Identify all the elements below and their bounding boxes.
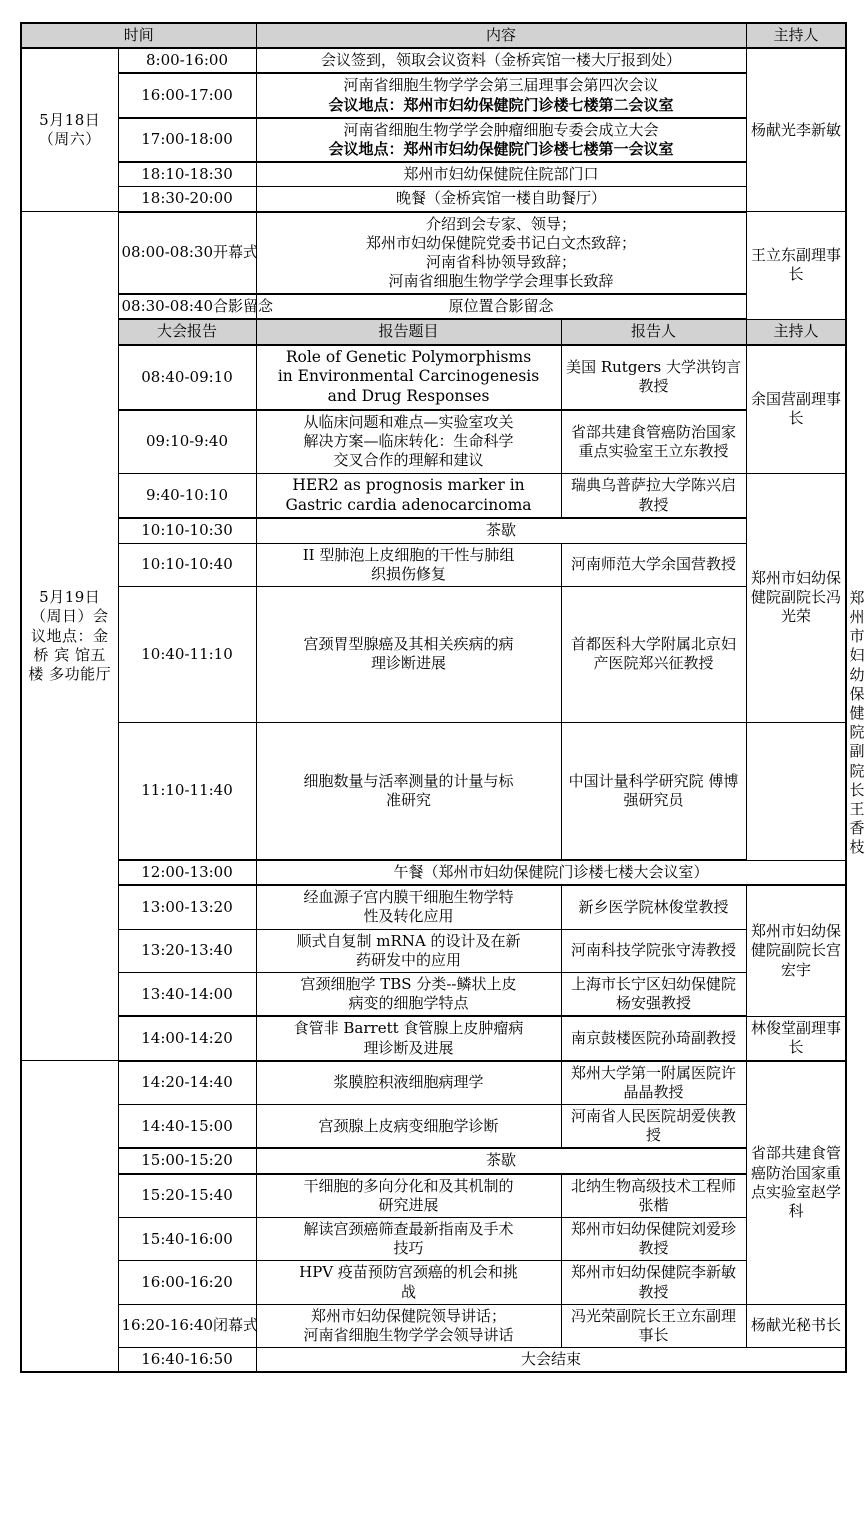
speaker-cell: 河南科技学院张守涛教授: [561, 929, 746, 972]
host-cell: 杨献光秘书长: [746, 1304, 846, 1347]
table-row: [21, 118, 846, 162]
time-cell: 8:00-16:00: [118, 48, 256, 73]
report-row: [21, 885, 846, 929]
table-row: [21, 187, 846, 212]
host-cell: 郑州市妇幼保健院副院长宫宏宇: [746, 885, 846, 1016]
conference-schedule-table: [20, 22, 865, 1373]
speaker-cell: 河南师范大学余国营教授: [561, 543, 746, 586]
day2-date-cell: 5月19日（周日）会 议地点：金桥 宾 馆五 楼 多功能厅: [21, 212, 118, 1061]
meeting-end-row: [21, 1348, 846, 1373]
speaker-cell: 瑞典乌普萨拉大学陈兴启教授: [561, 473, 746, 518]
report-title-cell: 宫颈细胞学 TBS 分类--鳞状上皮 病变的细胞学特点: [256, 972, 561, 1016]
table-row: [21, 73, 846, 117]
content-cell: 河南省细胞生物学学会肿瘤细胞专委会成立大会 会议地点：郑州市妇幼保健院门诊楼七楼第一会议室: [256, 118, 746, 162]
speaker-cell: 新乡医学院林俊堂教授: [561, 885, 746, 929]
report-row: [21, 543, 846, 586]
content-cell: 会议签到，领取会议资料（金桥宾馆一楼大厅报到处）: [256, 48, 746, 73]
report-title-cell: 浆膜腔积液细胞病理学: [256, 1061, 561, 1105]
day1-date-cell: 5月18日（周六）: [21, 48, 118, 211]
report-title-cell: 干细胞的多向分化和及其机制的 研究进展: [256, 1174, 561, 1218]
time-cell: 08:00-08:30开幕式: [118, 212, 256, 295]
header-time: 时间: [21, 23, 256, 48]
report-row: [21, 722, 846, 860]
report-row: [21, 1218, 846, 1261]
time-cell: 14:40-15:00: [118, 1105, 256, 1149]
report-row: [21, 1174, 846, 1218]
time-cell: 16:20-16:40闭幕式: [118, 1304, 256, 1347]
break-cell: 茶歇: [256, 518, 746, 543]
content-cell: 河南省细胞生物学学会第三届理事会第四次会议 会议地点：郑州市妇幼保健院门诊楼七楼第二会议室: [256, 73, 746, 117]
header-host: 主持人: [746, 23, 846, 48]
speaker-cell: 郑州市妇幼保健院李新敏教授: [561, 1261, 746, 1304]
report-row: [21, 1016, 846, 1060]
host-cell: 王立东副理事长: [746, 212, 846, 320]
report-header-host: 主持人: [746, 319, 846, 344]
report-title-cell: Role of Genetic Polymorphisms in Environmental Carcinogenesis and Drug Responses: [256, 345, 561, 410]
time-cell: 16:00-17:00: [118, 73, 256, 117]
report-row: [21, 972, 846, 1016]
time-cell: 17:00-18:00: [118, 118, 256, 162]
content-cell: 晚餐（金桥宾馆一楼自助餐厅）: [256, 187, 746, 212]
report-title-cell: 经血源子宫内膜干细胞生物学特 性及转化应用: [256, 885, 561, 929]
host-cell: 省部共建食管癌防治国家重点实验室赵学科: [746, 1061, 846, 1305]
time-cell: 18:30-20:00: [118, 187, 256, 212]
report-row: 10:40-11:10 宫颈胃型腺癌及其相关疾病的病 理诊断进展 首都医科大学附属北京妇产医院郑兴征教授 郑州市妇幼保健院副院长王香枝: [21, 586, 846, 722]
time-cell: 15:40-16:00: [118, 1218, 256, 1261]
content-cell: 大会结束: [256, 1348, 846, 1373]
speaker-cell: 郑州市妇幼保健院刘爱珍教授: [561, 1218, 746, 1261]
time-cell: 08:40-09:10: [118, 345, 256, 410]
table-header-row: [21, 23, 846, 48]
time-cell: 13:40-14:00: [118, 972, 256, 1016]
report-header-speaker: 报告人: [561, 319, 746, 344]
day2-date-cell-continued: [21, 1061, 118, 1373]
time-cell: 18:10-18:30: [118, 162, 256, 187]
report-title-cell: HPV 疫苗预防宫颈癌的机会和挑 战: [256, 1261, 561, 1304]
speaker-cell: 北纳生物高级技术工程师张楷: [561, 1174, 746, 1218]
report-row: [21, 1105, 846, 1149]
break-cell: 午餐（郑州市妇幼保健院门诊楼七楼大会议室）: [256, 860, 846, 885]
table-row: [21, 162, 846, 187]
report-title-cell: 细胞数量与活率测量的计量与标 准研究: [256, 722, 561, 860]
report-row: [21, 410, 846, 473]
time-cell: 13:00-13:20: [118, 885, 256, 929]
report-header-row: [21, 319, 846, 344]
report-row: [21, 1148, 846, 1173]
time-cell: 16:40-16:50: [118, 1348, 256, 1373]
time-cell: 10:10-10:30: [118, 518, 256, 543]
host-cell: 杨献光李新敏: [746, 48, 846, 211]
content-cell: 郑州市妇幼保健院住院部门口: [256, 162, 746, 187]
report-title-cell: 宫颈胃型腺癌及其相关疾病的病 理诊断进展: [256, 586, 561, 722]
report-title-cell: 宫颈腺上皮病变细胞学诊断: [256, 1105, 561, 1149]
speaker-cell: 省部共建食管癌防治国家重点实验室王立东教授: [561, 410, 746, 473]
speaker-cell: 河南省人民医院胡爱侠教授: [561, 1105, 746, 1149]
content-cell: 介绍到会专家、领导； 郑州市妇幼保健院党委书记白文杰致辞； 河南省科协领导致辞； 河南省细胞生物学学会理事长致辞: [256, 212, 746, 295]
report-title-cell: 顺式自复制 mRNA 的设计及在新 药研发中的应用: [256, 929, 561, 972]
time-cell: 15:00-15:20: [118, 1148, 256, 1173]
speaker-cell: 中国计量科学研究院 傅博强研究员: [561, 722, 746, 860]
report-row: [21, 518, 846, 543]
report-title-cell: 食管非 Barrett 食管腺上皮肿瘤病 理诊断及进展: [256, 1016, 561, 1060]
time-cell: 15:20-15:40: [118, 1174, 256, 1218]
time-cell: 12:00-13:00: [118, 860, 256, 885]
speaker-cell: 郑州大学第一附属医院许晶晶教授: [561, 1061, 746, 1105]
report-title-cell: 解读宫颈癌筛查最新指南及手术 技巧: [256, 1218, 561, 1261]
time-cell: 09:10-9:40: [118, 410, 256, 473]
break-cell: 茶歇: [256, 1148, 746, 1173]
host-cell: 郑州市妇幼保健院副院长冯光荣: [746, 473, 846, 722]
time-cell: 11:10-11:40: [118, 722, 256, 860]
speaker-cell: 冯光荣副院长王立东副理事长: [561, 1304, 746, 1347]
speaker-cell: 美国 Rutgers 大学洪钧言教授: [561, 345, 746, 410]
report-title-cell: HER2 as prognosis marker in Gastric cardia adenocarcinoma: [256, 473, 561, 518]
time-cell: 14:20-14:40: [118, 1061, 256, 1105]
host-cell: 林俊堂副理事长: [746, 1016, 846, 1060]
report-header-session: 大会报告: [118, 319, 256, 344]
time-cell: 10:40-11:10: [118, 586, 256, 722]
report-row: [21, 473, 846, 518]
report-row: [21, 1261, 846, 1304]
group-photo-row: [21, 294, 846, 319]
speaker-cell: 上海市长宁区妇幼保健院杨安强教授: [561, 972, 746, 1016]
report-header-title: 报告题目: [256, 319, 561, 344]
report-row: [21, 860, 846, 885]
opening-ceremony-row: [21, 212, 846, 295]
report-title-cell: II 型肺泡上皮细胞的干性与肺组 织损伤修复: [256, 543, 561, 586]
closing-ceremony-row: [21, 1304, 846, 1347]
report-row: [21, 1061, 846, 1105]
time-cell: 9:40-10:10: [118, 473, 256, 518]
speaker-cell: 南京鼓楼医院孙琦副教授: [561, 1016, 746, 1060]
host-cell: 余国营副理事长: [746, 345, 846, 474]
time-cell: 16:00-16:20: [118, 1261, 256, 1304]
time-cell: 08:30-08:40合影留念: [118, 294, 256, 319]
report-row: [21, 929, 846, 972]
report-title-cell: 从临床问题和难点—实验室攻关 解决方案—临床转化：生命科学 交叉合作的理解和建议: [256, 410, 561, 473]
content-cell: 原位置合影留念: [256, 294, 746, 319]
content-cell: 郑州市妇幼保健院领导讲话； 河南省细胞生物学学会领导讲话: [256, 1304, 561, 1347]
speaker-cell: 首都医科大学附属北京妇产医院郑兴征教授: [561, 586, 746, 722]
table-row: [21, 48, 846, 73]
time-cell: 13:20-13:40: [118, 929, 256, 972]
time-cell: 10:10-10:40: [118, 543, 256, 586]
header-content: 内容: [256, 23, 746, 48]
time-cell: 14:00-14:20: [118, 1016, 256, 1060]
report-row: [21, 345, 846, 410]
